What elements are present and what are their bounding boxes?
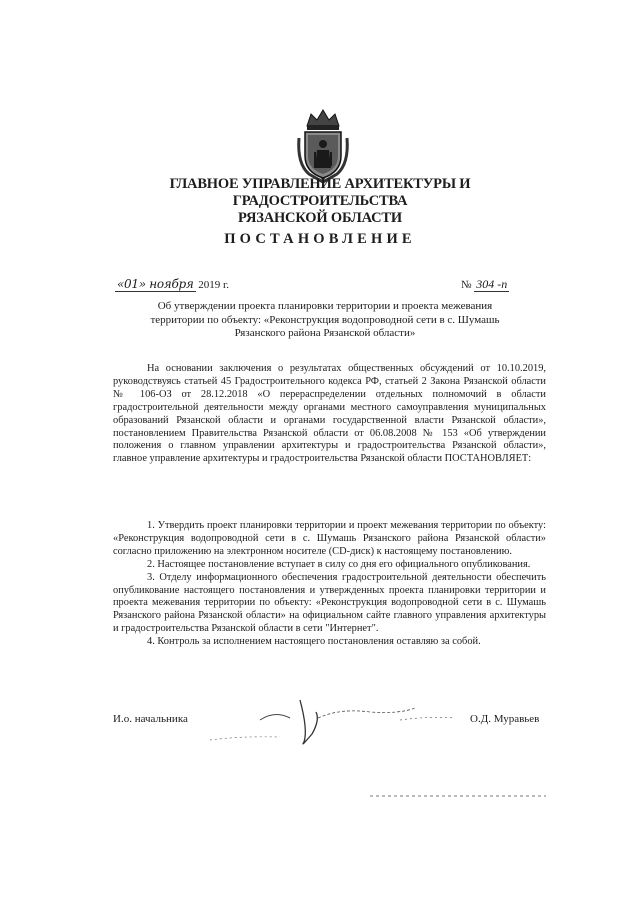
title-line-2: территории по объекту: «Реконструкция водопроводной сети в с. Шумашь: [150, 313, 500, 326]
preamble-text: На основании заключения о результатах общественных обсуждений от 10.10.2019, руководствуясь статьей 45 Градостроительного кодекса РФ, статьей 2 Закона Рязанской области № 106-ОЗ от 28.12.2018 «О перераспределении отдельных полномочий в области градостроительной деятельности между органами местного самоуправления муниципальных образований Рязанской области и органами государственной власти Рязанской области», постановлением Правительства Рязанской области от 06.08.2008 № 153 «Об утверждении положения о главном управлении архитектуры и градостроительства Рязанской области», главное управление архитектуры и градостроительства Рязанской области ПОСТАНОВЛЯЕТ:: [113, 363, 546, 465]
handwritten-date: «01» ноября: [117, 277, 194, 291]
coat-of-arms-icon: [293, 108, 353, 184]
handwritten-signature-icon: [200, 690, 470, 750]
handwritten-number: 304 -п: [476, 277, 508, 291]
resolution-item-3: 3. Отделу информационного обеспечения градостроительной деятельности обеспечить опубликование настоящего постановления и утвержденных проекта планировки территории и проекта межевания территории по объекту: «Реконструкция водопроводной сети в с. Шумашь Рязанского района Рязанской области» на официальном сайте главного управления архитектуры и градостроительства Рязанской области в сети "Интернет".: [113, 571, 546, 635]
org-line-1: ГЛАВНОЕ УПРАВЛЕНИЕ АРХИТЕКТУРЫ И ГРАДОСТРОИТЕЛЬСТВА: [169, 176, 471, 209]
organization-name: [90, 176, 550, 227]
signatory-name: О.Д. Муравьев: [470, 713, 540, 725]
document-date: [115, 277, 229, 291]
org-line-2: РЯЗАНСКОЙ ОБЛАСТИ: [238, 210, 402, 226]
resolution-item-2: 2. Настоящее постановление вступает в силу со дня его официального опубликования.: [147, 558, 531, 570]
title-line-1: Об утверждении проекта планировки территории и проекта межевания: [157, 300, 493, 312]
number-label: №: [461, 279, 472, 291]
resolution-item-4: 4. Контроль за исполнением настоящего постановления оставляю за собой.: [147, 636, 481, 648]
date-year: 2019 г.: [198, 279, 230, 291]
document-number: [461, 277, 509, 292]
resolution-item-1: 1. Утвердить проект планировки территории и проект межевания территории по объекту: «Реконструкция водопроводной сети в с. Шумашь Рязанского района Рязанской области» согласно приложению на электронном носителе (CD-диск) к настоящему постановлению.: [113, 520, 546, 557]
title-line-3: Рязанского района Рязанской области»: [234, 327, 416, 339]
resolution-items: [113, 520, 546, 649]
scan-artifact-line: [370, 795, 546, 797]
document-type: ПОСТАНОВЛЕНИЕ: [224, 231, 416, 247]
document-title: [120, 300, 530, 341]
signatory-post: И.о. начальника: [113, 713, 188, 725]
preamble-paragraph: [113, 363, 546, 466]
